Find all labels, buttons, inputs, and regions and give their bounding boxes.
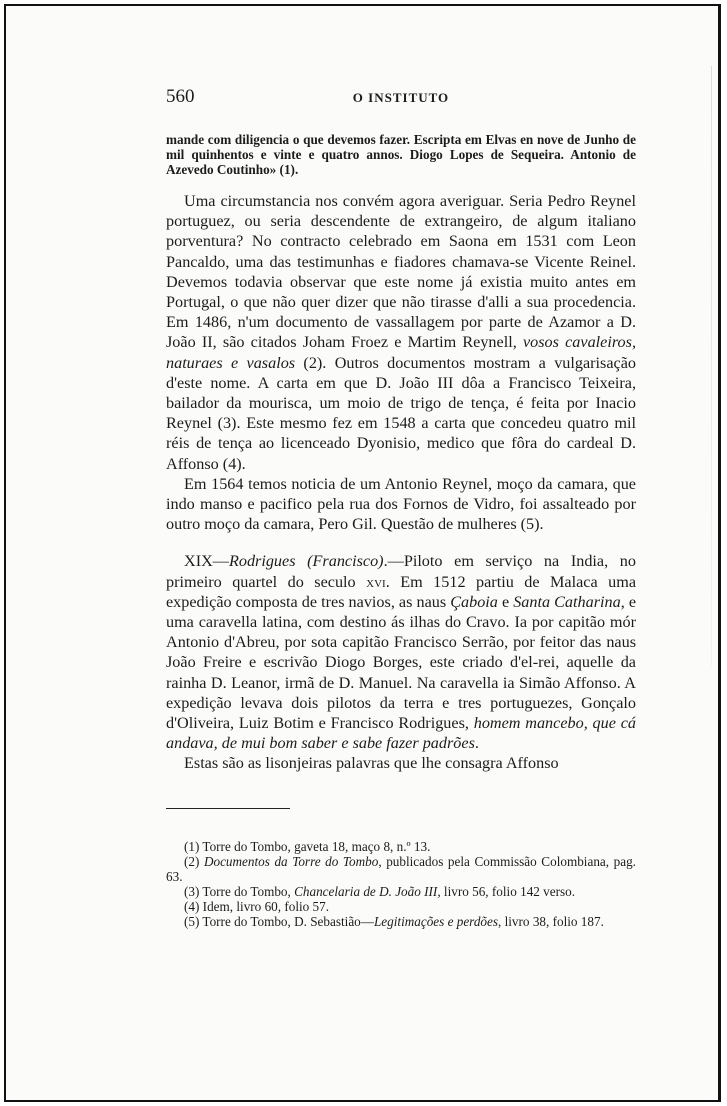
footnote-title: Chancelaria de D. João III <box>294 883 438 899</box>
footnote-2 <box>166 854 636 884</box>
paragraph-text: .—Piloto em serviço na India, no primeiro quartel do seculo <box>166 552 636 591</box>
footnote-text: , livro 56, folio 142 verso. <box>437 883 576 899</box>
paragraph-closing: Estas são as lisonjeiras palavras que lhe consagra Affonso <box>184 754 559 773</box>
page-number: 560 <box>166 86 195 107</box>
paragraph-text: , e uma caravella latina, com destino ás ilhas do Cravo. Ia por capitão mór Antonio d'Abreu, por sota capitão Francisco Serrão, por feitor das naus João Freire e escrivão Diogo Borges, este criado d'el-rei, aquelle da rainha D. Leanor, irmã de D. Manuel. Na caravella ia Simão Affonso. A expedição levava dois pilotos da terra e tres portuguezes, Gonçalo d'Oliveira, Luiz Botim e Francisco Rodrigues, <box>166 592 636 733</box>
century: xvi <box>366 572 386 591</box>
quote-continuation: mande com diligencia o que devemos fazer. Escripta em Elvas en nove de Junho de mil quinhentos e vinte e quatro annos. Diogo Lopes de Sequeira. Antonio de Azevedo Coutinho» (1). <box>166 132 636 177</box>
footnote-5 <box>166 914 636 929</box>
footnotes <box>166 839 636 929</box>
footnote-text: (5) Torre do Tombo, D. Sebastião— <box>184 913 374 929</box>
footnote-text: (2) <box>184 853 204 869</box>
paragraph-reynel-origin <box>166 191 636 474</box>
footnote-text: , publicados pela Commissão Colombiana, pag. 63. <box>166 853 636 884</box>
page-frame <box>4 4 721 1102</box>
running-title: O INSTITUTO <box>352 90 450 105</box>
paragraph-francisco-rodrigues <box>166 551 636 753</box>
paragraph-text: e <box>497 592 514 611</box>
ship-name: Santa Catharina <box>513 592 621 611</box>
footnote-3 <box>166 884 636 899</box>
italic-quote: homem mancebo, que cá andava, de mui bom saber e sabe fazer padrões <box>166 714 636 753</box>
footnote-rule <box>166 808 290 809</box>
footnote-text: , livro 38, folio 187. <box>498 913 604 929</box>
page-header <box>166 86 636 110</box>
italic-quote: vosos cavaleiros, naturaes e vasalos <box>166 333 636 372</box>
footnote-4: (4) Idem, livro 60, folio 57. <box>184 898 330 914</box>
footnote-title: Legitimações e perdões <box>373 913 499 929</box>
footnote-text: (3) Torre do Tombo, <box>184 883 295 899</box>
footnote-title: Documentos da Torre do Tombo <box>203 853 379 869</box>
entry-number: XIX— <box>184 552 229 571</box>
book-page <box>166 86 636 929</box>
footnote-1: (1) Torre do Tombo, gaveta 18, maço 8, n.º 13. <box>184 838 431 854</box>
paragraph-text: Uma circumstancia nos convém agora averiguar. Seria Pedro Reynel portuguez, ou seria descendente de extrangeiro, de algum italiano porventura? No contracto celebrado em Saona em 1531 com Leon Pancaldo, uma das testimunhas e fiadores chamava-se Vicente Reinel. Devemos todavia observar que este nome já existia muito antes em Portugal, o que não quer dizer que não tirasse d'alli a sua procedencia. Em 1486, n'um documento de vassallagem por parte de Azamor a D. João II, são citados Joham Froez e Martim Reynell, <box>166 192 636 352</box>
paragraph-text: (2). Outros documentos mostram a vulgarisação d'este nome. A carta em que D. João III dôa a Francisco Teixeira, bailador da mourisca, um moio de trigo de tença, é feita por Inacio Reynel (3). Este mesmo fez em 1548 a carta que concedeu quatro mil réis de tença ao licenceado Dyonisio, medico que fôra do cardeal D. Affonso (4). <box>166 353 636 473</box>
paragraph-text: . <box>474 734 479 753</box>
main-text <box>166 191 636 774</box>
page-spine-shadow <box>711 66 712 666</box>
paragraph-antonio-reynel: Em 1564 temos noticia de um Antonio Reynel, moço da camara, que indo manso e pacifico pela rua dos Fornos de Vidro, foi assalteado por outro moço da camara, Pero Gil. Questão de mulheres (5). <box>166 474 636 534</box>
ship-name: Çaboia <box>450 592 498 611</box>
entry-name: Rodrigues (Francisco) <box>228 552 384 571</box>
paragraph-text: . Em 1512 partiu de Malaca uma expedição composta de tres navios, as naus <box>166 572 636 611</box>
